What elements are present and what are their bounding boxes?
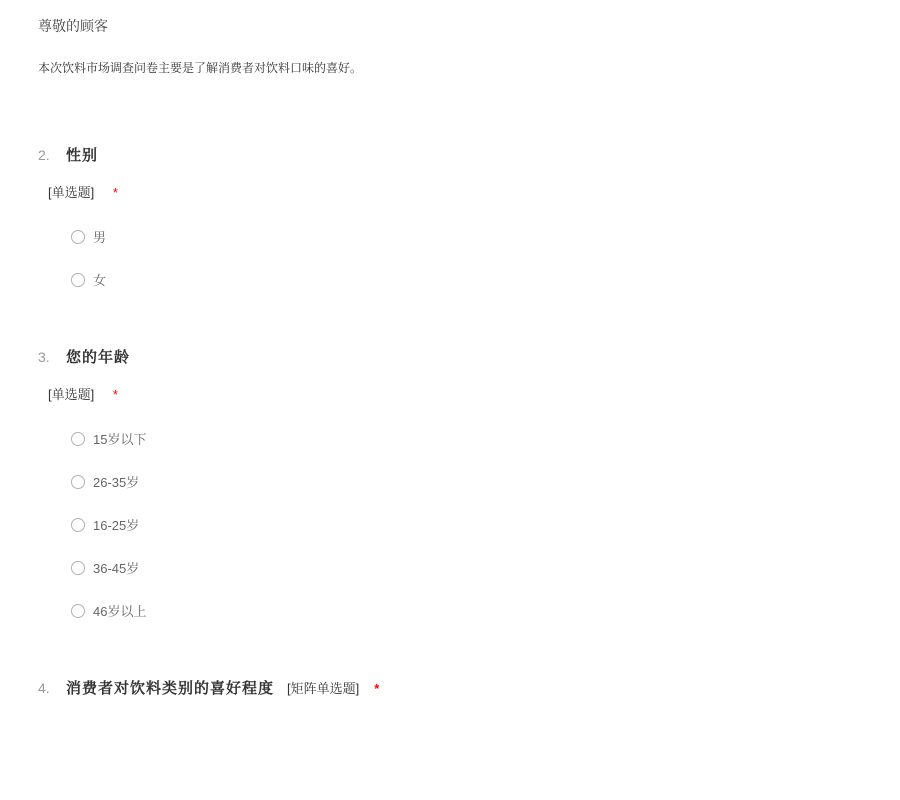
question-beverage-preference	[38, 677, 880, 698]
radio-option-age-over46[interactable]	[71, 603, 880, 618]
radio-icon[interactable]	[71, 475, 85, 489]
options-list	[71, 431, 880, 618]
survey-description: 本次饮料市场调查问卷主要是了解消费者对饮料口味的喜好。	[38, 61, 363, 75]
question-header	[38, 144, 880, 165]
option-label: 女	[93, 273, 107, 288]
radio-option-age-16-25[interactable]	[71, 517, 880, 532]
question-number: 3.	[38, 349, 50, 365]
question-type-row	[48, 384, 880, 403]
options-list	[71, 229, 880, 287]
question-title	[66, 677, 380, 698]
option-label: 26-35岁	[93, 475, 140, 490]
question-header	[38, 346, 880, 367]
question-header	[38, 677, 880, 698]
question-type-row	[48, 182, 880, 201]
radio-option-female[interactable]	[71, 272, 880, 287]
radio-option-age-26-35[interactable]	[71, 474, 880, 489]
question-title-text: 消费者对饮料类别的喜好程度	[66, 680, 275, 697]
radio-option-age-under15[interactable]	[71, 431, 880, 446]
question-type-label: [矩阵单选题]	[287, 681, 360, 696]
required-asterisk: *	[374, 681, 381, 696]
required-asterisk: *	[112, 185, 118, 200]
option-label: 16-25岁	[93, 518, 140, 533]
required-asterisk: *	[112, 387, 118, 402]
survey-greeting: 尊敬的顾客	[38, 18, 108, 34]
question-age	[38, 346, 880, 618]
question-number: 4.	[38, 680, 50, 696]
question-title: 您的年龄	[66, 349, 131, 366]
radio-option-male[interactable]	[71, 229, 880, 244]
question-type-label: [单选题]	[48, 185, 95, 200]
option-label: 男	[93, 230, 107, 245]
question-gender	[38, 144, 880, 287]
option-label: 36-45岁	[93, 561, 140, 576]
radio-icon[interactable]	[71, 604, 85, 618]
radio-option-age-36-45[interactable]	[71, 560, 880, 575]
radio-icon[interactable]	[71, 230, 85, 244]
radio-icon[interactable]	[71, 518, 85, 532]
radio-icon[interactable]	[71, 561, 85, 575]
question-type-label: [单选题]	[48, 387, 95, 402]
radio-icon[interactable]	[71, 273, 85, 287]
question-number: 2.	[38, 147, 50, 163]
option-label: 46岁以上	[93, 604, 147, 619]
option-label: 15岁以下	[93, 432, 147, 447]
question-title: 性别	[66, 147, 99, 164]
radio-icon[interactable]	[71, 432, 85, 446]
